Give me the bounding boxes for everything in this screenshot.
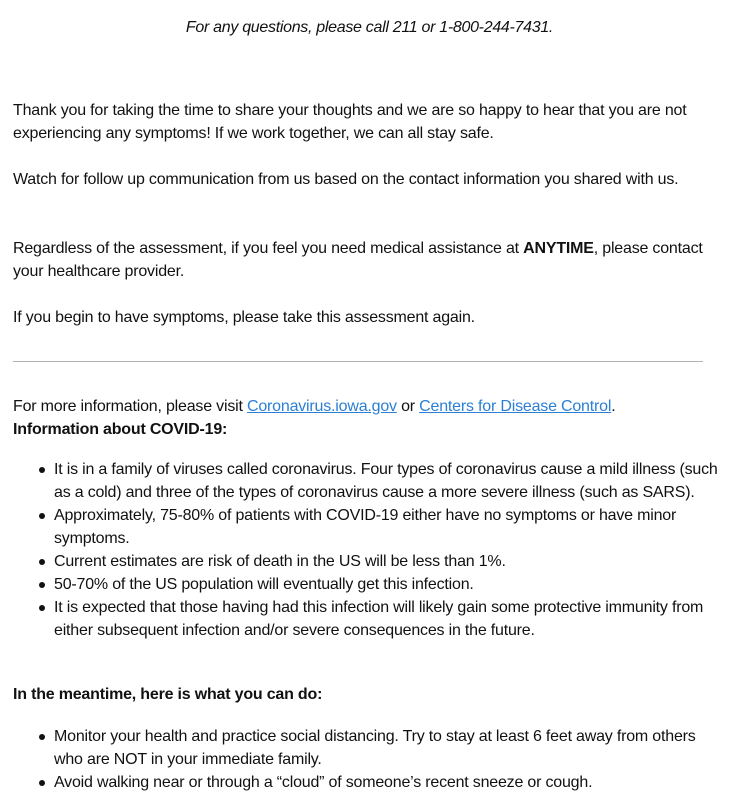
section-divider xyxy=(13,361,703,362)
list-item: It is expected that those having had this infection will likely gain some protective immunity from either subsequent infection and/or severe consequences in the future. xyxy=(13,596,718,642)
list-item: Monitor your health and practice social distancing. Try to stay at least 6 feet away from others who are NOT in your immediate family. xyxy=(13,725,718,771)
cdc-link[interactable]: Centers for Disease Control xyxy=(419,398,612,415)
retake-message: If you begin to have symptoms, please take this assessment again. xyxy=(13,309,475,326)
more-information-line xyxy=(13,395,718,418)
medical-assistance-message xyxy=(13,237,718,283)
anytime-emphasis: ANYTIME xyxy=(523,240,594,257)
covid-info-heading xyxy=(13,418,718,441)
covid-info-heading-text: Information about COVID-19: xyxy=(13,421,228,438)
medical-text-end: , please contact your healthcare provider. xyxy=(13,240,703,280)
list-item: It is in a family of viruses called coronavirus. Four types of coronavirus cause a mild illness (such as a cold) and three of the types of coronavirus cause a more severe illness (such as SARS). xyxy=(13,458,718,504)
list-item: Avoid walking near or through a “cloud” of someone’s recent sneeze or cough. xyxy=(13,771,718,794)
more-info-period: . xyxy=(611,398,616,415)
actions-list xyxy=(13,725,718,794)
actions-heading-text: In the meantime, here is what you can do: xyxy=(13,686,323,703)
list-item: Approximately, 75-80% of patients with COVID-19 either have no symptoms or have minor symptoms. xyxy=(13,504,718,550)
followup-message: Watch for follow up communication from us based on the contact information you shared with us. xyxy=(13,171,679,188)
actions-heading xyxy=(13,683,718,706)
medical-text-start: Regardless of the assessment, if you feel you need medical assistance at xyxy=(13,240,524,257)
more-info-prefix: For more information, please visit xyxy=(13,398,247,415)
contact-note: For any questions, please call 211 or 1-800-244-7431. xyxy=(185,19,554,36)
list-item: Current estimates are risk of death in the US will be less than 1%. xyxy=(13,550,718,573)
more-info-or: or xyxy=(396,398,420,415)
thank-you-message: Thank you for taking the time to share your thoughts and we are so happy to hear that you are not experiencing any symptoms! If we work together, we can all stay safe. xyxy=(13,102,687,142)
iowa-coronavirus-link[interactable]: Coronavirus.iowa.gov xyxy=(246,398,397,415)
list-item: 50-70% of the US population will eventually get this infection. xyxy=(13,573,718,596)
covid-facts-list xyxy=(13,458,718,642)
